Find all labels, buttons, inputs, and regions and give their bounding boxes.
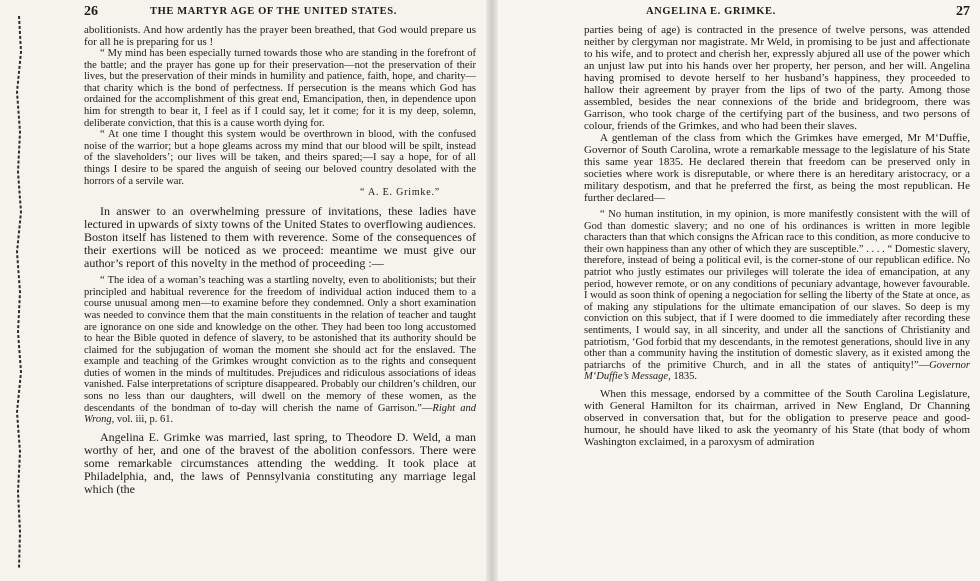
paragraph: When this message, endorsed by a committee of the South Carolina Legislature, with General Hamilton for its chairman, arrived in New England, Dr Channing observed in conversation that, but for the obligation to preserve peace and good-humour, he should have liked to ask the yeomanry of his State (that body of whom Washington exclaimed, in a paroxysm of admiration (584, 387, 970, 448)
running-title: ANGELINA E. GRIMKE. (646, 6, 776, 17)
page-number: 26 (84, 4, 98, 19)
running-title: THE MARTYR AGE OF THE UNITED STATES. (150, 6, 397, 17)
right-text-column (584, 24, 970, 448)
quote-text: “ No human institution, in my opinion, is more manifestly consistent with the will of God than domestic slavery; and no one of his ordinances is written in more legible characters than that which consigns the African race to this condition, as more conducive to their own happiness than any other of which they are susceptible.” . . . . “ Domestic slavery, therefore, instead of being a political evil, is the corner-stone of our republican edifice. No patriot who justly estimates our privileges will tolerate the idea of emancipation, at any period, however remote, or on any conditions of pecuniary advantage, however favourable. I would as soon think of opening a negociation for selling the liberty of the State at once, as of making any stipulations for the ultimate emancipation of our slaves. So deep is my conviction on this subject, that if I were doomed to die immediately after recording these sentiments, I would say, in all sincerity, and under all the sanctions of Christianity and patriotism, ‘God forbid that my descendants, in the remotest generations, should live in any other than a community having the institution of domestic slavery, as it existed among the patriarchs of the primitive Church, and in all the states of antiquity!”— (584, 209, 970, 371)
paragraph: abolitionists. And how ardently has the prayer been breathed, that God would prepare us for all he is preparing for us ! (84, 24, 476, 48)
left-text-column (84, 24, 476, 496)
signature: “ A. E. Grimke.” (359, 187, 440, 199)
paragraph: parties being of age) is contracted in the presence of twelve persons, was attended neither by clergyman nor magistrate. Mr Weld, in promising to be just and affectionate to his wife, and to protect and cherish her, expressly abjured all use of the power which an unjust law put into his hands over her property, her person, and her will. Angelina having promised to devote herself to her husband’s happiness, they proceeded to hallow their agreement by prayer from the lips of two of the party. Among those assembled, besides the near connexions of the bride and bridegroom, there was Garrison, who took charge of the certifying part of the business, and two persons of colour, friends of the Grimkes, and who had been their slaves. (584, 24, 970, 132)
right-page (492, 0, 980, 581)
paragraph: In answer to an overwhelming pressure of invitations, these ladies have lectured in upwards of sixty towns of the United States to overflowing audiences. Boston itself has listened to them with reverence. Some of the consequences of their exertions will be noticed as we proceed: meantime we must give our author’s report of this novelty in the method of proceeding :— (84, 204, 476, 271)
page-number: 27 (956, 4, 970, 19)
paragraph: A gentleman of the class from which the Grimkes have emerged, Mr M‘Duffie, Governor of South Carolina, wrote a remarkable message to the legislature of his State this same year 1835. He declared therein that freedom can be preserved only in societies where work is disreputable, or where there is an hereditary aristocracy, or a military despotism, and that he preferred the first, as being the most republican. He further declared— (584, 132, 970, 204)
quote-paragraph (584, 209, 970, 383)
citation: Right and Wrong, (84, 402, 476, 426)
quote-paragraph: “ At one time I thought this system would be overthrown in blood, with the confused noise of the warrior; but a hope gleams across my mind that our blood will be spilt, instead of the slaveholders’; our lives will be taken, and theirs spared;—I say a hope, for of all things I desire to be spared the anguish of seeing our beloved country desolated with the horrors of a servile war. (84, 129, 476, 187)
book-gutter (486, 0, 498, 581)
right-page-header (584, 4, 970, 22)
citation-tail: 1835. (670, 371, 697, 383)
quote-paragraph: “ My mind has been especially turned towards those who are standing in the forefront of the battle; and the prayer has gone up for their preservation—not the preservation of their lives, but the preservation of their minds in humility and patience, faith, hope, and charity—that charity which is the bond of perfectness. If persecution is the means which God has ordained for the accomplishment of this great end, Emancipation, then, in dependence upon him for strength to bear it, I feel as if I could say, let it come; for it is my deep, solemn, deliberate conviction, that this is a cause worth dying for. (84, 48, 476, 129)
citation: Governor M‘Duffie’s Message, (584, 359, 970, 383)
paragraph: Angelina E. Grimke was married, last spring, to Theodore D. Weld, a man worthy of her, and one of the bravest of the abolition confessors. There were some remarkable circumstances attending the wedding. It took place at Philadelphia, and, the laws of Pennsylvania constituting any marriage legal which (the (84, 429, 476, 496)
left-page-header (84, 4, 474, 22)
quote-text: “ The idea of a woman’s teaching was a startling novelty, even to abolitionists; but their principled and habitual reverence for the freedom of individual action induced them to a course unusual among men—to examine before they condemned. Only a short examination was needed to convince them that the main constituents in the relation of teacher and taught are ignorance on one side and knowledge on the other. They had been too long accustomed to hear the Bible quoted in defence of slavery, to be astonished that its authority should be claimed for the subjugation of woman the moment she should act for the enslaved. The example and teaching of the Grimkes wrought conviction as to the rights and consequent duties of women in the minds of multitudes. Prejudices and ridiculous associations of ideas vanished. False interpretations of scripture disappeared. Probably our children’s children, our sons no less than our daughters, will dwell on the memory of these women, as the descendants of the bondman of to-day will cherish the name of Garrison.”— (84, 275, 476, 414)
binding-stitch-marks (12, 12, 26, 572)
quote-paragraph (84, 275, 476, 426)
citation-tail: vol. iii, p. 61. (114, 414, 174, 426)
